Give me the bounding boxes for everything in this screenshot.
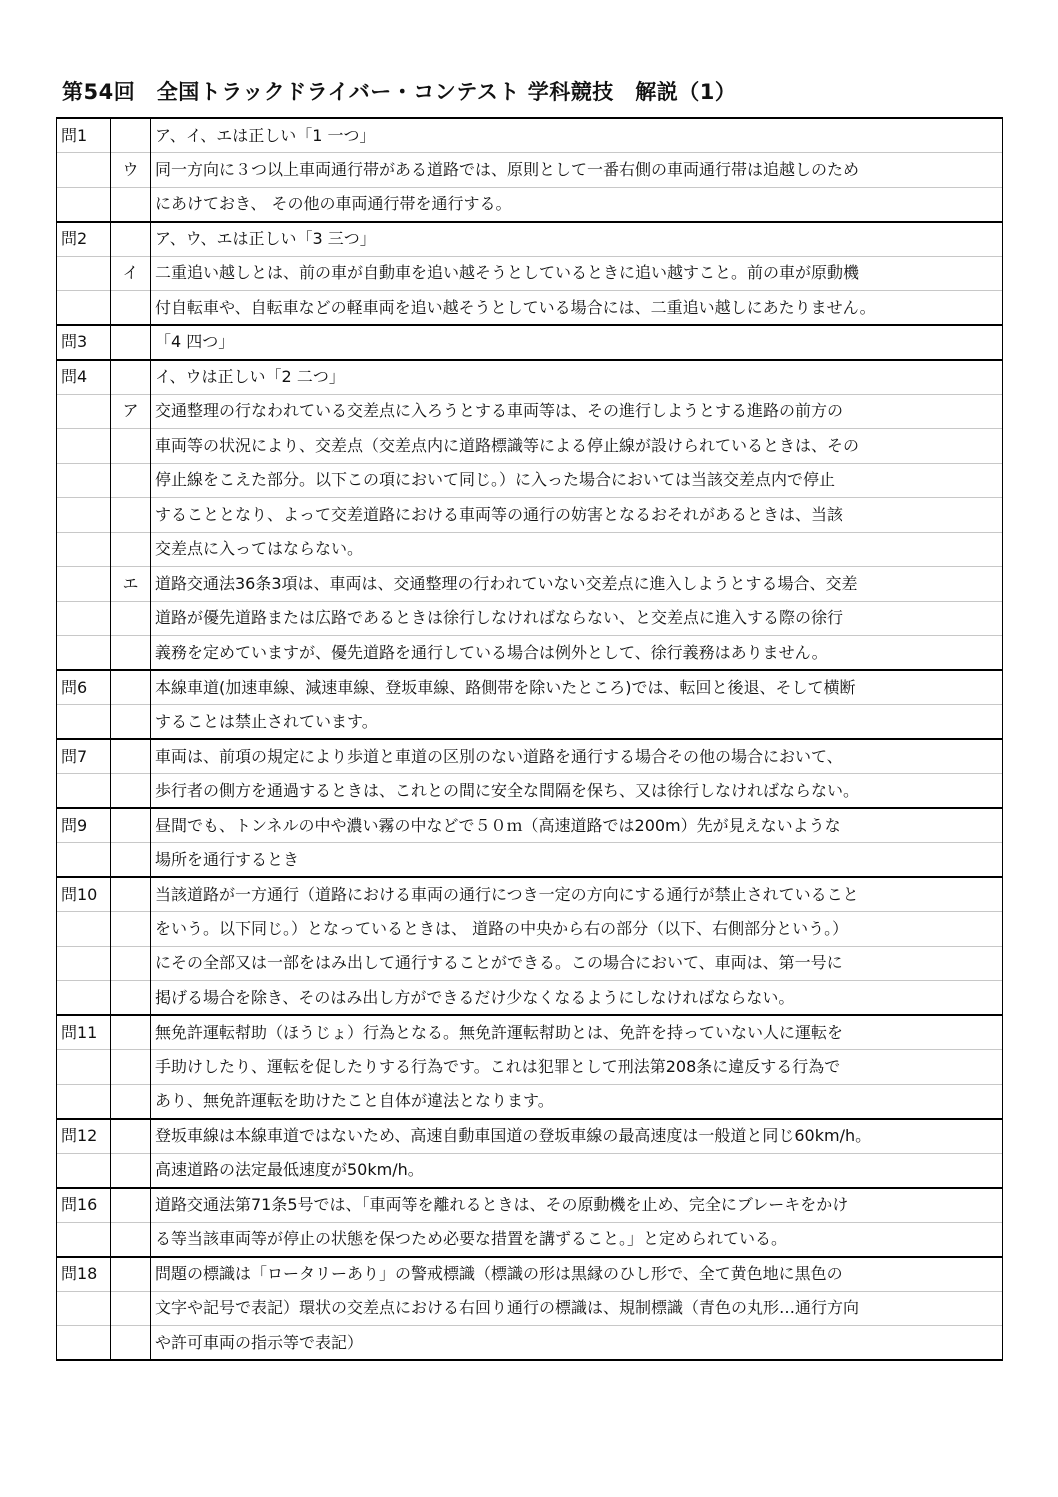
table-row [57,325,1003,360]
question-number-cell: 問10 [57,877,111,912]
sub-item-cell [111,291,151,326]
table-row [57,118,1003,153]
explanation-text-cell: 道路交通法36条3項は、車両は、交通整理の行われていない交差点に進入しようとする場合、交差 [151,567,1003,602]
explanation-text-cell: 同一方向に３つ以上車両通行帯がある道路では、原則として一番右側の車両通行帯は追越しのため [151,153,1003,188]
question-number-cell: 問12 [57,1119,111,1154]
question-number-cell [57,1153,111,1188]
explanation-text-cell: 付自転車や、自転車などの軽車両を追い越そうとしている場合には、二重追い越しにあたりません。 [151,291,1003,326]
question-number-cell [57,1222,111,1257]
table-row [57,1084,1003,1119]
explanation-text-cell: 高速道路の法定最低速度が50km/h。 [151,1153,1003,1188]
explanation-text-cell: イ、ウは正しい「2 二つ」 [151,360,1003,395]
sub-item-cell [111,601,151,636]
question-number-cell [57,601,111,636]
table-row [57,463,1003,498]
explanation-text-cell: 「4 四つ」 [151,325,1003,360]
sub-item-cell [111,808,151,843]
table-row [57,360,1003,395]
question-number-cell [57,463,111,498]
sub-item-cell [111,463,151,498]
table-row [57,394,1003,429]
question-number-cell [57,843,111,878]
explanation-text-cell: 当該道路が一方通行（道路における車両の通行につき一定の方向にする通行が禁止されていること [151,877,1003,912]
question-number-cell [57,498,111,533]
sub-item-cell: ア [111,394,151,429]
question-number-cell: 問11 [57,1015,111,1050]
sub-item-cell [111,739,151,774]
question-number-cell: 問18 [57,1257,111,1292]
table-row [57,498,1003,533]
table-row [57,946,1003,981]
table-row [57,291,1003,326]
table-row [57,912,1003,947]
explanation-text-cell: 手助けしたり、運転を促したりする行為です。これは犯罪として刑法第208条に違反する行為で [151,1050,1003,1085]
question-number-cell [57,256,111,291]
explanation-text-cell: 車両は、前項の規定により歩道と車道の区別のない道路を通行する場合その他の場合において、 [151,739,1003,774]
explanation-text-cell: にあけておき、 その他の車両通行帯を通行する。 [151,187,1003,222]
explanation-text-cell: や許可車両の指示等で表記） [151,1326,1003,1361]
sub-item-cell [111,1257,151,1292]
table-row [57,774,1003,809]
explanation-text-cell: 二重追い越しとは、前の車が自動車を追い越そうとしているときに追い越すこと。前の車が原動機 [151,256,1003,291]
sub-item-cell [111,1084,151,1119]
sub-item-cell [111,877,151,912]
sub-item-cell: ウ [111,153,151,188]
sub-item-cell [111,843,151,878]
explanation-text-cell: 登坂車線は本線車道ではないため、高速自動車国道の登坂車線の最高速度は一般道と同じ60km/h。 [151,1119,1003,1154]
table-row [57,429,1003,464]
table-row [57,739,1003,774]
explanation-text-cell: することとなり、よって交差道路における車両等の通行の妨害となるおそれがあるときは、当該 [151,498,1003,533]
table-row [57,256,1003,291]
explanation-text-cell: 本線車道(加速車線、減速車線、登坂車線、路側帯を除いたところ)では、転回と後退、そして横断 [151,670,1003,705]
table-row [57,1153,1003,1188]
sub-item-cell [111,118,151,153]
question-number-cell: 問3 [57,325,111,360]
question-number-cell [57,705,111,740]
explanation-text-cell: る等当該車両等が停止の状態を保つため必要な措置を講ずること。」と定められている。 [151,1222,1003,1257]
table-row [57,1119,1003,1154]
question-number-cell: 問2 [57,222,111,257]
question-number-cell [57,1291,111,1326]
sub-item-cell [111,498,151,533]
sub-item-cell [111,532,151,567]
explanation-text-cell: をいう。以下同じ。）となっているときは、 道路の中央から右の部分（以下、右側部分という。） [151,912,1003,947]
explanation-text-cell: 歩行者の側方を通過するときは、これとの間に安全な間隔を保ち、又は徐行しなければならない。 [151,774,1003,809]
question-number-cell [57,291,111,326]
sub-item-cell [111,981,151,1016]
page-title: 第54回 全国トラックドライバー・コンテスト 学科競技 解説（1） [62,80,737,104]
question-number-cell: 問9 [57,808,111,843]
question-number-cell: 問16 [57,1188,111,1223]
explanation-table-body [57,118,1003,1360]
table-row [57,981,1003,1016]
question-number-cell: 問7 [57,739,111,774]
table-row [57,705,1003,740]
question-number-cell [57,1050,111,1085]
table-row [57,1015,1003,1050]
sub-item-cell [111,429,151,464]
question-number-cell: 問4 [57,360,111,395]
sub-item-cell [111,1153,151,1188]
question-number-cell [57,774,111,809]
sub-item-cell [111,187,151,222]
question-number-cell [57,1326,111,1361]
question-number-cell [57,981,111,1016]
explanation-text-cell: することは禁止されています。 [151,705,1003,740]
sub-item-cell: イ [111,256,151,291]
sub-item-cell [111,912,151,947]
explanation-text-cell: 車両等の状況により、交差点（交差点内に道路標識等による停止線が設けられているときは、その [151,429,1003,464]
table-row [57,1050,1003,1085]
table-row [57,1222,1003,1257]
table-row [57,670,1003,705]
table-row [57,153,1003,188]
table-row [57,567,1003,602]
question-number-cell [57,636,111,671]
table-row [57,532,1003,567]
table-row [57,187,1003,222]
sub-item-cell [111,1291,151,1326]
sub-item-cell [111,1050,151,1085]
question-number-cell [57,1084,111,1119]
question-number-cell [57,394,111,429]
explanation-text-cell: 無免許運転幇助（ほうじょ）行為となる。無免許運転幇助とは、免許を持っていない人に運転を [151,1015,1003,1050]
table-row [57,601,1003,636]
sub-item-cell [111,1222,151,1257]
sub-item-cell [111,774,151,809]
sub-item-cell [111,360,151,395]
explanation-text-cell: 道路が優先道路または広路であるときは徐行しなければならない、と交差点に進入する際の徐行 [151,601,1003,636]
sub-item-cell: エ [111,567,151,602]
table-row [57,1291,1003,1326]
explanation-text-cell: 昼間でも、トンネルの中や濃い霧の中などで５０ｍ（高速道路では200m）先が見えないような [151,808,1003,843]
explanation-text-cell: にその全部又は一部をはみ出して通行することができる。この場合において、車両は、第一号に [151,946,1003,981]
question-number-cell: 問1 [57,118,111,153]
explanation-text-cell: あり、無免許運転を助けたこと自体が違法となります。 [151,1084,1003,1119]
table-row [57,808,1003,843]
table-row [57,1326,1003,1361]
explanation-text-cell: ア、イ、エは正しい「1 一つ」 [151,118,1003,153]
sub-item-cell [111,946,151,981]
sub-item-cell [111,325,151,360]
sub-item-cell [111,1188,151,1223]
sub-item-cell [111,670,151,705]
sub-item-cell [111,1119,151,1154]
table-row [57,843,1003,878]
sub-item-cell [111,705,151,740]
explanation-table [56,117,1003,1361]
sub-item-cell [111,1015,151,1050]
explanation-text-cell: 道路交通法第71条5号では、「車両等を離れるときは、その原動機を止め、完全にブレーキをかけ [151,1188,1003,1223]
table-row [57,877,1003,912]
explanation-text-cell: 文字や記号で表記）環状の交差点における右回り通行の標識は、規制標識（青色の丸形…通行方向 [151,1291,1003,1326]
explanation-text-cell: 問題の標識は「ロータリーあり」の警戒標識（標識の形は黒縁のひし形で、全て黄色地に黒色の [151,1257,1003,1292]
question-number-cell [57,153,111,188]
question-number-cell [57,912,111,947]
sub-item-cell [111,1326,151,1361]
explanation-text-cell: 場所を通行するとき [151,843,1003,878]
explanation-text-cell: 交通整理の行なわれている交差点に入ろうとする車両等は、その進行しようとする進路の前方の [151,394,1003,429]
question-number-cell [57,567,111,602]
question-number-cell [57,187,111,222]
table-row [57,222,1003,257]
explanation-text-cell: 停止線をこえた部分。以下この項において同じ。）に入った場合においては当該交差点内で停止 [151,463,1003,498]
table-row [57,1188,1003,1223]
explanation-text-cell: ア、ウ、エは正しい「3 三つ」 [151,222,1003,257]
sub-item-cell [111,222,151,257]
question-number-cell [57,946,111,981]
sub-item-cell [111,636,151,671]
question-number-cell: 問6 [57,670,111,705]
explanation-text-cell: 掲げる場合を除き、そのはみ出し方ができるだけ少なくなるようにしなければならない。 [151,981,1003,1016]
question-number-cell [57,429,111,464]
explanation-text-cell: 交差点に入ってはならない。 [151,532,1003,567]
explanation-text-cell: 義務を定めていますが、優先道路を通行している場合は例外として、徐行義務はありません。 [151,636,1003,671]
question-number-cell [57,532,111,567]
table-row [57,636,1003,671]
table-row [57,1257,1003,1292]
